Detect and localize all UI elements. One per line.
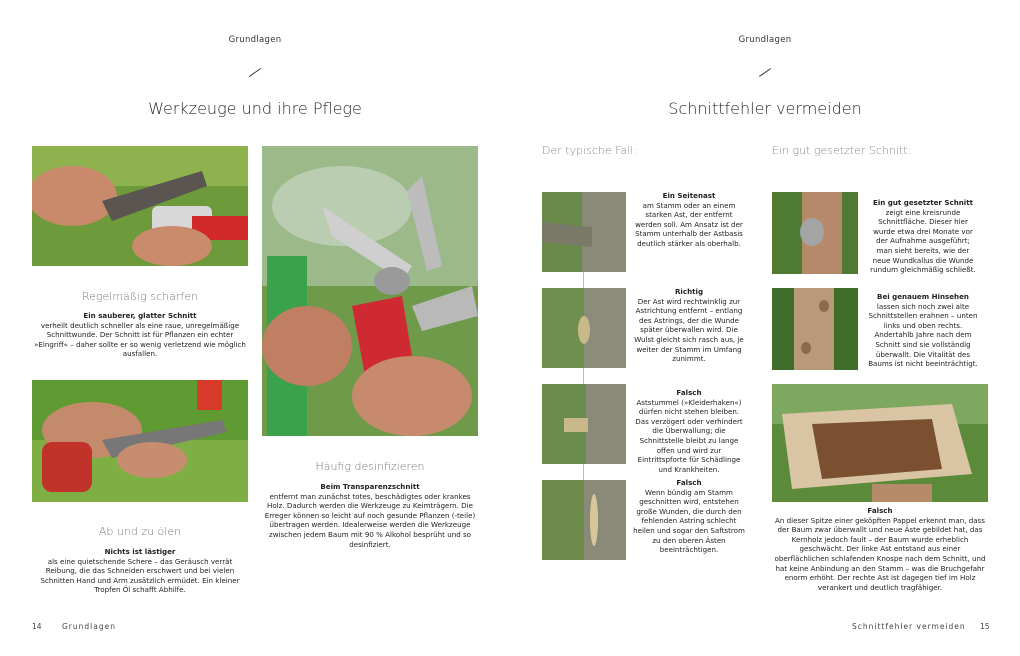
disinfect-caption-bold: Beim Transparenzschnitt: [320, 482, 420, 491]
col2-item-2-bold: Bei genauem Hinsehen: [877, 292, 969, 301]
col1-item-1: [632, 191, 746, 249]
col2-item-3-bold: Falsch: [867, 506, 893, 515]
right-page-number: 15: [980, 622, 990, 631]
side-branch-photo: [542, 192, 626, 272]
col2-item-3: [772, 506, 988, 592]
right-footer: Schnittfehler vermeiden: [852, 622, 966, 631]
col1-item-3-bold: Falsch: [676, 388, 702, 397]
sharpening-photo: [32, 146, 248, 266]
right-slash-divider: [759, 68, 771, 77]
col2-item-1: [868, 198, 978, 275]
good-cut-photo: [772, 192, 858, 274]
col2-item-3-text: An dieser Spitze einer geköpften Pappel erkennt man, dass der Baum zwar überwallt und neue Äste gebildet hat, das Kernholz jedoch fault – der Baum wurde erheblich geschwächt. Der linke Ast entstand aus einer oberflächlichen schlafenden Knospe nach dem Schnitt, und hat keine Anbindung an den Stamm – was die Bruchgefahr enorm erhöht. Der rechte Ast ist dagegen tief im Holz verankert und deutlich tragfähiger.: [774, 515, 986, 592]
col1-heading: Der typische Fall:: [542, 144, 638, 157]
stub-cut-photo: [542, 384, 626, 464]
col2-item-2: [868, 292, 978, 369]
col1-item-1-bold: Ein Seitenast: [662, 191, 716, 200]
left-footer: Grundlagen: [62, 622, 116, 631]
right-page-title: Schnittfehler vermeiden: [668, 99, 862, 118]
oil-heading: Ab und zu ölen: [98, 525, 182, 538]
healed-cuts-photo: [772, 288, 858, 370]
col1-item-2-bold: Richtig: [674, 287, 704, 296]
sharpen-caption-bold: Ein sauberer, glatter Schnitt: [83, 311, 197, 320]
col2-heading: Ein gut gesetzter Schnitt:: [772, 144, 912, 157]
disinfect-caption-text: entfernt man zunächst totes, beschädigtes oder krankes Holz. Dadurch werden die Werkzeuge zu Keimträgern. Die Erreger können so leicht auf noch gesunde Pflanzen (-teile) übertragen werden. Idealerweise werden die Werkzeuge zwischen jedem Baum mit 90 % Alkohol besprüht und so desinfiziert.: [264, 491, 476, 549]
col1-item-2-text: Der Ast wird rechtwinklig zur Astrichtung entfernt – entlang des Astrings, der die Wunde später überwallen wird. Die Wulst gleicht sich rasch aus, je weiter der Stamm im Umfang zunimmt.: [634, 296, 744, 364]
left-slash-divider: [249, 68, 261, 77]
sharpen-caption: [32, 311, 248, 359]
sharpen-heading: Regelmäßig schärfen: [81, 290, 198, 303]
oil-caption-bold: Nichts ist lästiger: [104, 547, 176, 556]
left-page-title: Werkzeuge und ihre Pflege: [148, 99, 362, 118]
topped-poplar-photo: [772, 384, 988, 502]
col1-item-3: [632, 388, 746, 474]
disinfect-caption: [262, 482, 478, 549]
oiling-photo: [32, 380, 248, 502]
disinfect-heading: Häufig desinfizieren: [315, 460, 425, 473]
left-page-number: 14: [32, 622, 42, 631]
oil-caption: [32, 547, 248, 595]
col2-item-1-bold: Ein gut gesetzter Schnitt: [872, 198, 974, 207]
oil-caption-text: als eine quietschende Schere – das Geräusch verrät Reibung, die das Schneiden erschwert und bei vielen Schnitten Hand und Arm zusätzlich ermüdet. Ein kleiner Tropfen Öl schafft Abhilfe.: [40, 556, 240, 595]
col1-item-3-text: Aststummel (»Kleiderhaken«) dürfen nicht stehen bleiben. Das verzögert oder verhindert die Überwallung; die Schnittstelle bleibt zu lange offen und wird zur Eintrittspforte für Schädlinge und Krankheiten.: [635, 397, 743, 474]
flush-cut-photo: [542, 480, 626, 560]
col1-item-4-bold: Falsch: [676, 478, 702, 487]
sharpen-caption-text: verheilt deutlich schneller als eine raue, unregelmäßige Schnittwunde. Der Schnitt ist für Pflanzen ein echter »Eingriff« – daher sollte er so wenig verletzend wie möglich ausfallen.: [34, 320, 246, 359]
col1-item-2: [632, 287, 746, 364]
col2-item-2-text: lassen sich noch zwei alte Schnittstellen erahnen – unten links und oben rechts. Andertahlb Jahre nach dem Schnitt sind sie vollständig überwallt. Die Vitalität des Baums ist nicht beeinträchtigt.: [868, 301, 978, 369]
right-section-tag: Grundlagen: [738, 35, 792, 45]
correct-cut-photo: [542, 288, 626, 368]
left-section-tag: Grundlagen: [228, 35, 282, 45]
col1-item-4-text: Wenn bündig am Stamm geschnitten wird, entstehen große Wunden, die durch den fehlenden Astring schlecht heilen und sogar den Saftstrom zu den oberen Ästen beeinträchtigen.: [633, 487, 745, 555]
col1-item-1-text: am Stamm oder an einem starken Ast, der entfernt werden soll. Am Ansatz ist der Stamm unterhalb der Astbasis deutlich stärker als oberhalb.: [635, 200, 743, 248]
disinfecting-photo: [262, 146, 478, 436]
col2-item-1-text: zeigt eine kreisrunde Schnittfläche. Dieser hier wurde etwa drei Monate vor der Aufnahme ausgeführt; man sieht bereits, wie der neue Wundkallus die Wunde rundum gleichmäßig schließt.: [870, 207, 976, 275]
col1-item-4: [632, 478, 746, 555]
